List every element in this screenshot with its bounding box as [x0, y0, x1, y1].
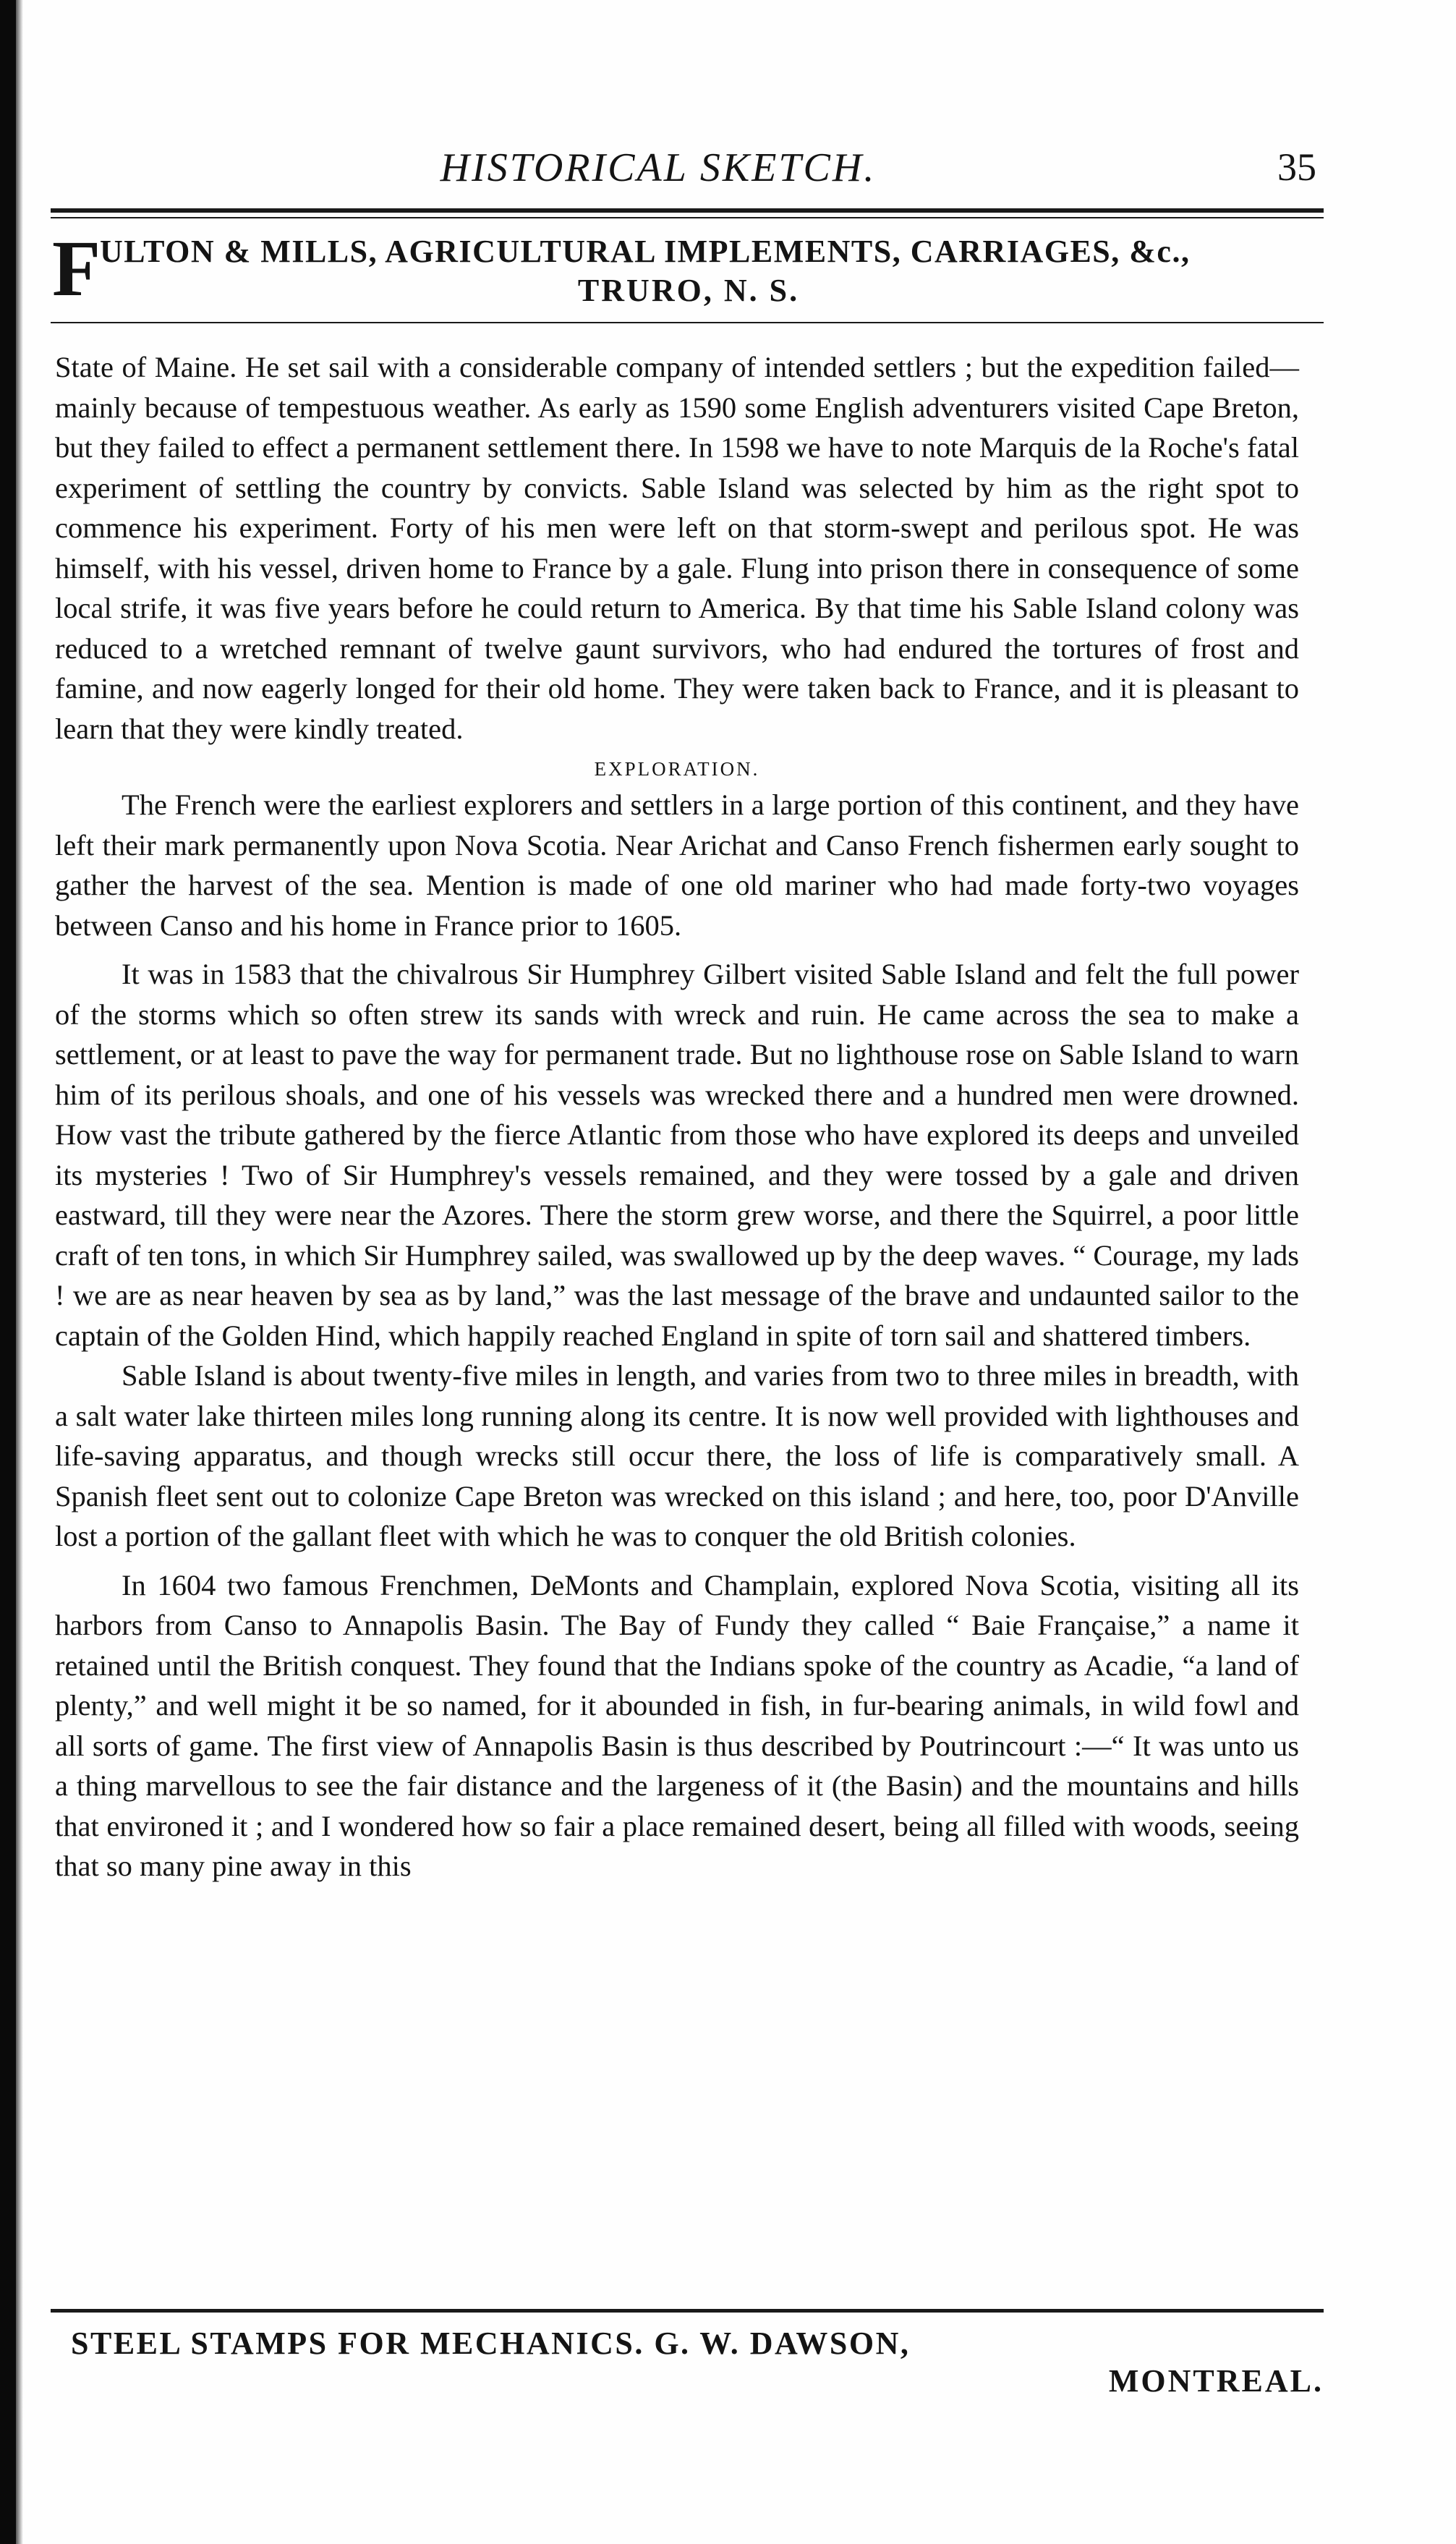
header-rule-thick [51, 208, 1324, 213]
section-heading: EXPLORATION. [594, 758, 760, 780]
running-title: HISTORICAL SKETCH. [440, 145, 877, 190]
article-paragraph: Sable Island is about twenty-five miles in length, and varies from two to three miles in breadth, with a salt water lake thirteen miles long running along its centre. It is now well provided with lighthouses and life-saving apparatus, and though wrecks still occur there, the loss of life is comparatively small. A Spanish fleet sent out to colonize Cape Breton was wrecked on this island ; and here, too, poor D'Anville lost a portion of the gallant fleet with which he was to conquer the old British colonies. [55, 1359, 1299, 1552]
article-paragraph: The French were the earliest explorers and settlers in a large portion of this continent, and they have left their mark permanently upon Nova Scotia. Near Arichat and Canso French fishermen early sought to gather the harvest of the sea. Mention is made of one old mariner who had made forty-two voyages between Canso and his home in France prior to 1605. [55, 788, 1299, 942]
bottom-ad-line-2: MONTREAL. [1108, 2363, 1324, 2399]
article-body [55, 347, 1299, 1886]
header-rule-thin [51, 217, 1324, 218]
top-ad-line-2: TRURO, N. S. [577, 273, 800, 308]
binding-shadow [0, 0, 16, 2544]
ad-drop-cap: F [52, 224, 101, 312]
binding-fade [16, 0, 23, 2544]
article-paragraph: In 1604 two famous Frenchmen, DeMonts and Champlain, explored Nova Scotia, visiting all its harbors from Canso to Annapolis Basin. The Bay of Fundy they called “ Baie Française,” a name it retained until the British conquest. They found that the Indians spoke of the country as Acadie, “a land of plenty,” and well might it be so named, for it abounded in fish, in fur-bearing animals, in wild fowl and all sorts of game. The first view of Annapolis Basin is thus described by Poutrincourt :—“ It was unto us a thing marvellous to see the fair distance and the largeness of it (the Basin) and the mountains and hills that environed it ; and I wondered how so fair a place remained desert, being all filled with woods, seeing that so many pine away in this [55, 1568, 1299, 1882]
article-paragraph: It was in 1583 that the chivalrous Sir Humphrey Gilbert visited Sable Island and felt the full power of the storms which so often strew its sands with wreck and ruin. He came across the sea to make a settlement, or at least to pave the way for permanent trade. But no lighthouse rose on Sable Island to warn him of its perilous shoals, and one of his vessels was wrecked there and a hundred men were drowned. How vast the tribute gathered by the fierce Atlantic from those who have explored its deeps and unveiled its mysteries ! Two of Sir Humphrey's vessels remained, and they were tossed by a gale and driven eastward, till they were near the Azores. There the storm grew worse, and there the Squirrel, a poor little craft of ten tons, in which Sir Humphrey sailed, was swallowed up by the deep waves. “ Courage, my lads ! we are as near heaven by sea as by land,” was the last message of the brave and undaunted sailor to the captain of the Golden Hind, which happily reached England in spite of torn sail and shattered timbers. [55, 958, 1299, 1352]
top-ad-line-1: ULTON & MILLS, AGRICULTURAL IMPLEMENTS, CARRIAGES, &c., [100, 234, 1191, 269]
bottom-advertisement [58, 2316, 1331, 2410]
top-ad-rule [51, 322, 1324, 323]
page-number: 35 [1277, 145, 1316, 189]
article-paragraph: State of Maine. He set sail with a considerable company of intended settlers ; but the expedition failed—mainly because of tempestuous weather. As early as 1590 some English adventurers visited Cape Breton, but they failed to effect a permanent settlement there. In 1598 we have to note Marquis de la Roche's fatal experiment of settling the country by convicts. Sable Island was selected by him as the right spot to commence his experiment. Forty of his men were left on that storm-swept and perilous spot. He was himself, with his vessel, driven home to France by a gale. Flung into prison there in consequence of some local strife, it was five years before he could return to America. By that time his Sable Island colony was reduced to a wretched remnant of twelve gaunt survivors, who had endured the tortures of frost and famine, and now eagerly longed for their old home. They were taken back to France, and it is pleasant to learn that they were kindly treated. [55, 351, 1299, 745]
top-advertisement [52, 226, 1325, 320]
bottom-ad-line-1: STEEL STAMPS FOR MECHANICS. G. W. DAWSON, [71, 2326, 911, 2361]
footer-rule [51, 2309, 1324, 2313]
